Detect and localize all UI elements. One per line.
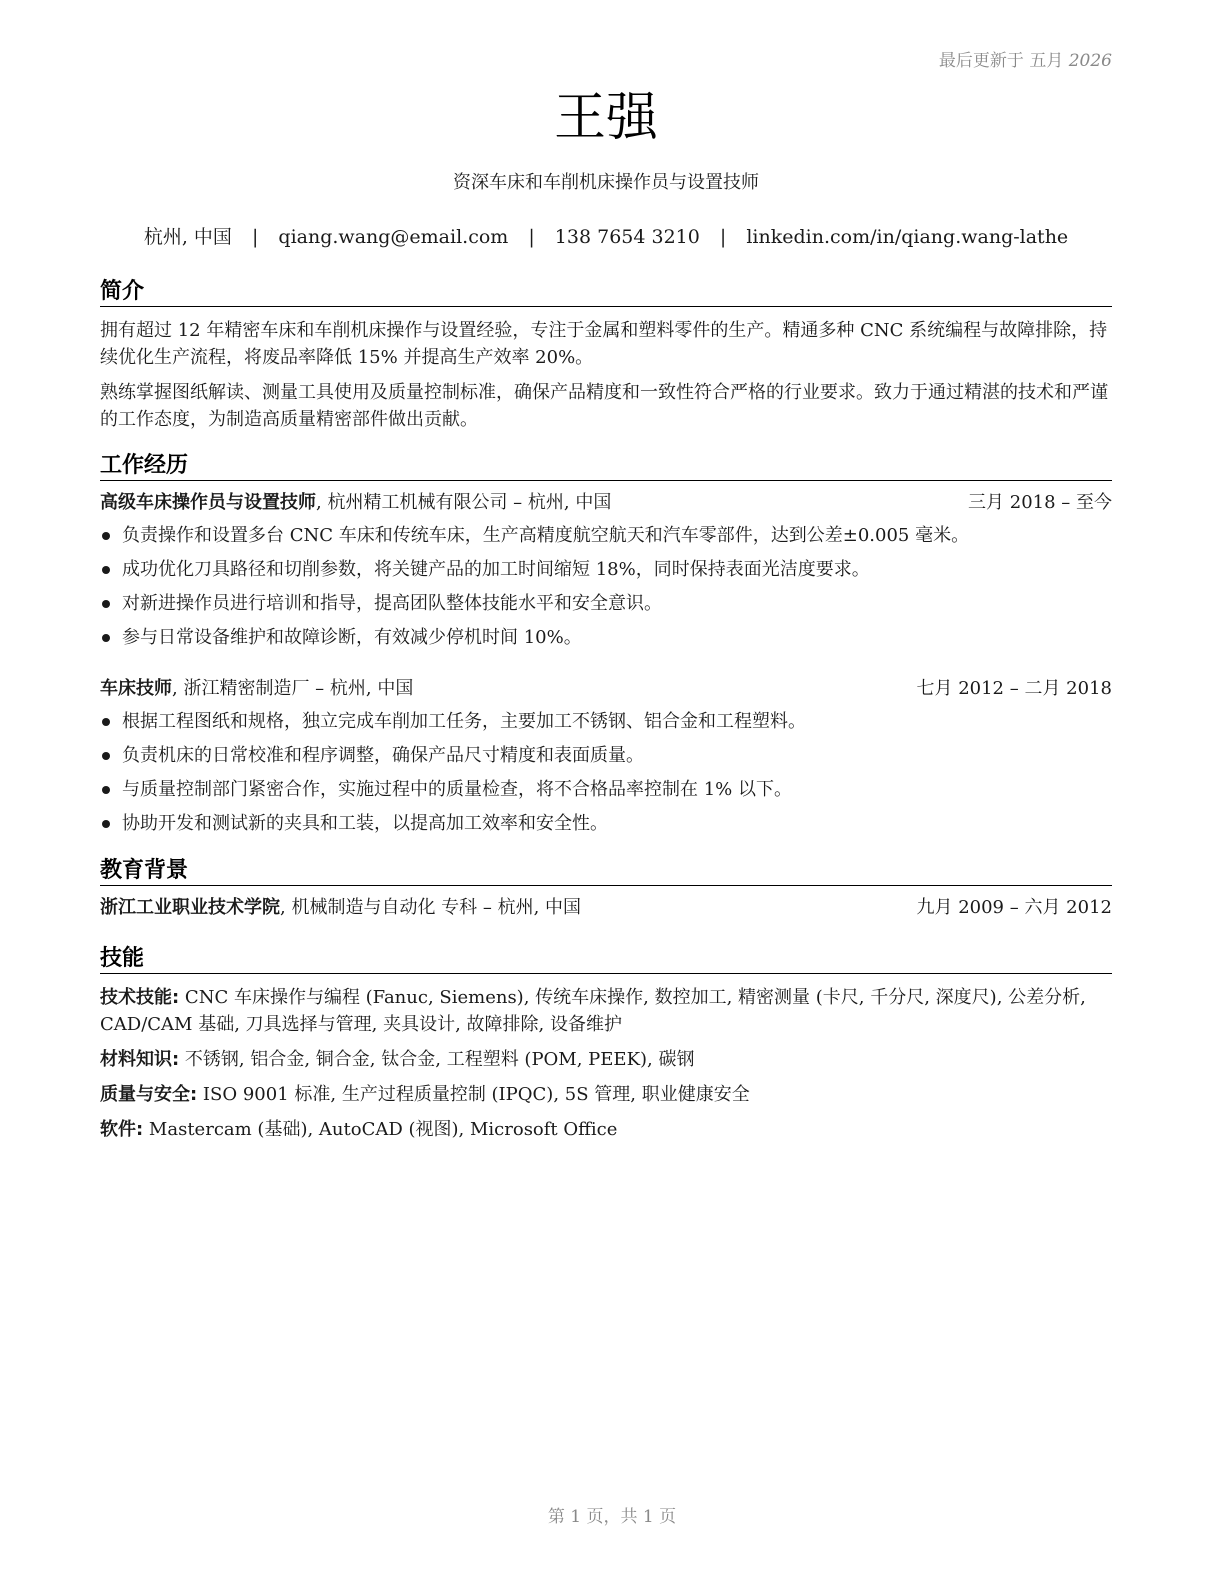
bullet-item <box>100 807 1112 841</box>
job-header <box>100 491 1112 515</box>
last-updated-year: 2026 <box>1068 51 1112 71</box>
job-bullets <box>100 519 1112 655</box>
contact-linkedin[interactable]: linkedin.com/in/qiang.wang-lathe <box>746 226 1069 248</box>
section-title-education: 教育背景 <box>100 857 1112 886</box>
bullet-dot-icon <box>102 718 110 726</box>
contact-location: 杭州, 中国 <box>143 226 232 248</box>
skill-line-software <box>100 1116 1112 1143</box>
bullet-item <box>100 739 1112 773</box>
bullet-text: 负责机床的日常校准和程序调整，确保产品尺寸精度和表面质量。 <box>122 745 644 766</box>
job-entry <box>100 491 1112 655</box>
bullet-text: 对新进操作员进行培训和指导，提高团队整体技能水平和安全意识。 <box>122 593 662 614</box>
job-organization: , 浙江精密制造厂 – 杭州, 中国 <box>172 678 414 699</box>
bullet-item <box>100 773 1112 807</box>
education-entry <box>100 896 1112 920</box>
contact-separator: | <box>251 226 259 248</box>
bullet-dot-icon <box>102 532 110 540</box>
contact-separator: | <box>719 226 727 248</box>
candidate-name: 王强 <box>553 88 658 148</box>
bullet-text: 根据工程图纸和规格，独立完成车削加工任务，主要加工不锈钢、铝合金和工程塑料。 <box>122 711 806 732</box>
skill-label: 软件: <box>100 1119 144 1140</box>
skill-line-quality <box>100 1081 1112 1108</box>
bullet-text: 协助开发和测试新的夹具和工装，以提高加工效率和安全性。 <box>122 813 608 834</box>
last-updated-prefix: 最后更新于 五月 <box>938 51 1064 71</box>
bullet-dot-icon <box>102 786 110 794</box>
experience-section <box>100 452 1112 841</box>
bullet-dot-icon <box>102 600 110 608</box>
candidate-headline: 资深车床和车削机床操作员与设置技师 <box>453 172 759 193</box>
summary-paragraph: 熟练掌握图纸解读、测量工具使用及质量控制标准，确保产品精度和一致性符合严格的行业要求。致力于通过精湛的技术和严谨的工作态度，为制造高质量精密部件做出贡献。 <box>100 382 1108 430</box>
section-title-skills: 技能 <box>100 945 1112 974</box>
contact-separator: | <box>528 226 535 248</box>
education-school: 浙江工业职业技术学院 <box>100 897 280 918</box>
resume-page <box>100 0 1112 1584</box>
bullet-text: 参与日常设备维护和故障诊断，有效减少停机时间 10%。 <box>122 627 582 648</box>
bullet-text: 负责操作和设置多台 CNC 车床和传统车床，生产高精度航空航天和汽车零部件，达到公差±0.005 毫米。 <box>122 525 970 546</box>
contact-phone[interactable]: 138 7654 3210 <box>554 226 700 248</box>
summary-paragraph: 拥有超过 12 年精密车床和车削机床操作与设置经验，专注于金属和塑料零件的生产。精通多种 CNC 系统编程与故障排除，持续优化生产流程，将废品率降低 15% 并提高生产效率 20%。 <box>100 320 1108 368</box>
page-number: 第 1 页，共 1 页 <box>547 1507 677 1527</box>
education-dates: 九月 2009 – 六月 2012 <box>916 897 1112 918</box>
bullet-item <box>100 519 1112 553</box>
bullet-item <box>100 705 1112 739</box>
skill-text: 不锈钢, 铝合金, 铜合金, 钛合金, 工程塑料 (POM, PEEK), 碳钢 <box>179 1049 695 1070</box>
bullet-dot-icon <box>102 820 110 828</box>
job-entry <box>100 677 1112 841</box>
section-title-summary: 简介 <box>100 278 1112 307</box>
bullet-item <box>100 621 1112 655</box>
education-section <box>100 857 1112 920</box>
bullet-item <box>100 587 1112 621</box>
skill-label: 技术技能: <box>100 987 180 1008</box>
skill-label: 材料知识: <box>100 1049 180 1070</box>
job-header <box>100 677 1112 701</box>
job-organization: , 杭州精工机械有限公司 – 杭州, 中国 <box>316 492 612 513</box>
skills-section <box>100 945 1112 1151</box>
contact-line <box>100 225 1112 249</box>
job-bullets <box>100 705 1112 841</box>
bullet-text: 与质量控制部门紧密合作，实施过程中的质量检查，将不合格品率控制在 1% 以下。 <box>122 779 792 800</box>
job-title-line <box>100 491 611 515</box>
contact-email[interactable]: qiang.wang@email.com <box>278 226 509 248</box>
education-detail: , 机械制造与自动化 专科 – 杭州, 中国 <box>280 897 582 918</box>
bullet-dot-icon <box>102 634 110 642</box>
skill-label: 质量与安全: <box>100 1084 198 1105</box>
bullet-item <box>100 553 1112 587</box>
skill-text: ISO 9001 标准, 生产过程质量控制 (IPQC), 5S 管理, 职业健康安全 <box>197 1084 750 1105</box>
skill-text: CNC 车床操作与编程 (Fanuc, Siemens), 传统车床操作, 数控加工, 精密测量 (卡尺, 千分尺, 深度尺), 公差分析, CAD/CAM 基础, 刀具选择与管理, 夹具设计, 故障排除, 设备维护 <box>100 987 1086 1035</box>
summary-section <box>100 278 1112 441</box>
skill-line-technical <box>100 984 1112 1038</box>
last-updated <box>939 46 1112 71</box>
bullet-dot-icon <box>102 752 110 760</box>
job-dates: 七月 2012 – 二月 2018 <box>916 678 1112 699</box>
job-role: 高级车床操作员与设置技师 <box>100 492 316 513</box>
job-title-line <box>100 677 413 701</box>
bullet-dot-icon <box>102 566 110 574</box>
section-title-experience: 工作经历 <box>100 452 1112 481</box>
job-role: 车床技师 <box>100 678 172 699</box>
bullet-text: 成功优化刀具路径和切削参数，将关键产品的加工时间缩短 18%，同时保持表面光洁度要求。 <box>122 559 870 580</box>
skill-text: Mastercam (基础), AutoCAD (视图), Microsoft Office <box>143 1119 618 1140</box>
education-title-line <box>100 896 581 920</box>
skill-line-materials <box>100 1046 1112 1073</box>
job-dates: 三月 2018 – 至今 <box>968 492 1112 513</box>
